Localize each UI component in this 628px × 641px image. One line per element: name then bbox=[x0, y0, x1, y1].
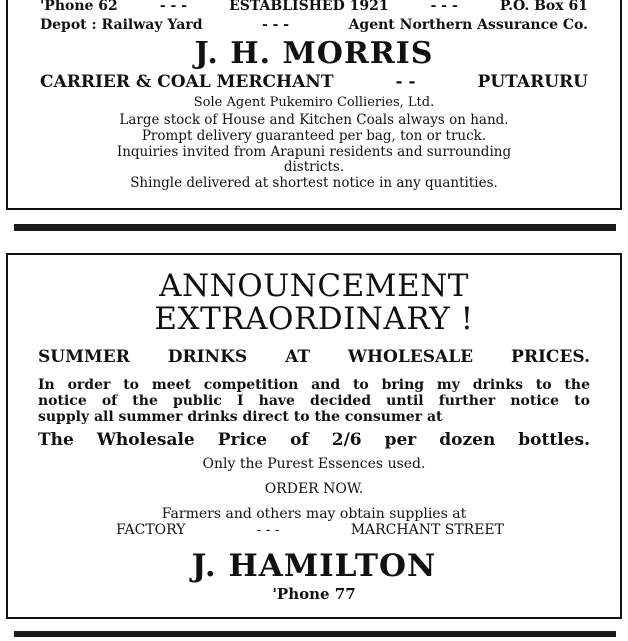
hamilton-body-1: In order to meet competition and to bring my drinks to the bbox=[38, 377, 590, 393]
morris-sole-agent: Sole Agent Pukemiro Collieries, Ltd. bbox=[193, 95, 435, 110]
morris-bottom-border bbox=[6, 208, 622, 210]
morris-inquiries: Inquiries invited from Arapuni residents and surrounding bbox=[116, 144, 512, 160]
morris-agent: Agent Northern Assurance Co. bbox=[348, 17, 588, 33]
morris-established: ESTABLISHED 1921 bbox=[229, 0, 389, 14]
hamilton-body-3: supply all summer drinks direct to the consumer at bbox=[38, 409, 443, 425]
morris-prompt: Prompt delivery guaranteed per bag, ton or truck. bbox=[141, 128, 487, 144]
morris-left-border bbox=[6, 0, 8, 210]
morris-separator-2: - - - bbox=[430, 0, 458, 14]
morris-po-box: P.O. Box 61 bbox=[499, 0, 588, 14]
morris-stock: Large stock of House and Kitchen Coals always on hand. bbox=[119, 112, 509, 128]
morris-depot-line bbox=[40, 17, 588, 33]
morris-top-line bbox=[40, 0, 588, 14]
hamilton-factory-line bbox=[116, 522, 504, 538]
morris-shingle: Shingle delivered at shortest notice in any quantities. bbox=[130, 175, 498, 191]
morris-separator-1: - - - bbox=[159, 0, 188, 14]
hamilton-street: MARCHANT STREET bbox=[350, 522, 504, 538]
hamilton-body-2: notice of the public I have decided until further notice to bbox=[38, 393, 590, 409]
hamilton-factory: FACTORY bbox=[116, 522, 186, 538]
hamilton-name: J. HAMILTON bbox=[191, 548, 437, 584]
morris-trade-line bbox=[40, 72, 588, 92]
hamilton-separator: - - - bbox=[256, 522, 280, 538]
column-divider-rule bbox=[14, 224, 616, 231]
morris-separator-4: - - bbox=[395, 72, 416, 92]
bottom-rule bbox=[14, 631, 616, 637]
morris-right-border bbox=[620, 0, 622, 210]
hamilton-bottom-border bbox=[6, 617, 622, 619]
hamilton-phone: 'Phone 77 bbox=[272, 585, 356, 603]
morris-name: J. H. MORRIS bbox=[194, 36, 434, 71]
hamilton-order-now: ORDER NOW. bbox=[264, 481, 364, 497]
morris-trade: CARRIER & COAL MERCHANT bbox=[40, 72, 334, 92]
morris-districts: districts. bbox=[283, 159, 345, 175]
morris-separator-3: - - - bbox=[261, 17, 290, 33]
morris-phone: 'Phone 62 bbox=[40, 0, 118, 14]
hamilton-farmers: Farmers and others may obtain supplies at bbox=[161, 506, 467, 522]
hamilton-headline-2: EXTRAORDINARY ! bbox=[154, 301, 474, 337]
morris-depot: Depot : Railway Yard bbox=[40, 17, 203, 33]
morris-town: PUTARURU bbox=[477, 72, 588, 92]
hamilton-essences: Only the Purest Essences used. bbox=[202, 456, 426, 472]
hamilton-price: The Wholesale Price of 2/6 per dozen bottles. bbox=[38, 430, 590, 450]
hamilton-subhead: SUMMER DRINKS AT WHOLESALE PRICES. bbox=[38, 347, 590, 367]
hamilton-headline-1: ANNOUNCEMENT bbox=[159, 268, 469, 304]
hamilton-top-border bbox=[6, 253, 622, 255]
